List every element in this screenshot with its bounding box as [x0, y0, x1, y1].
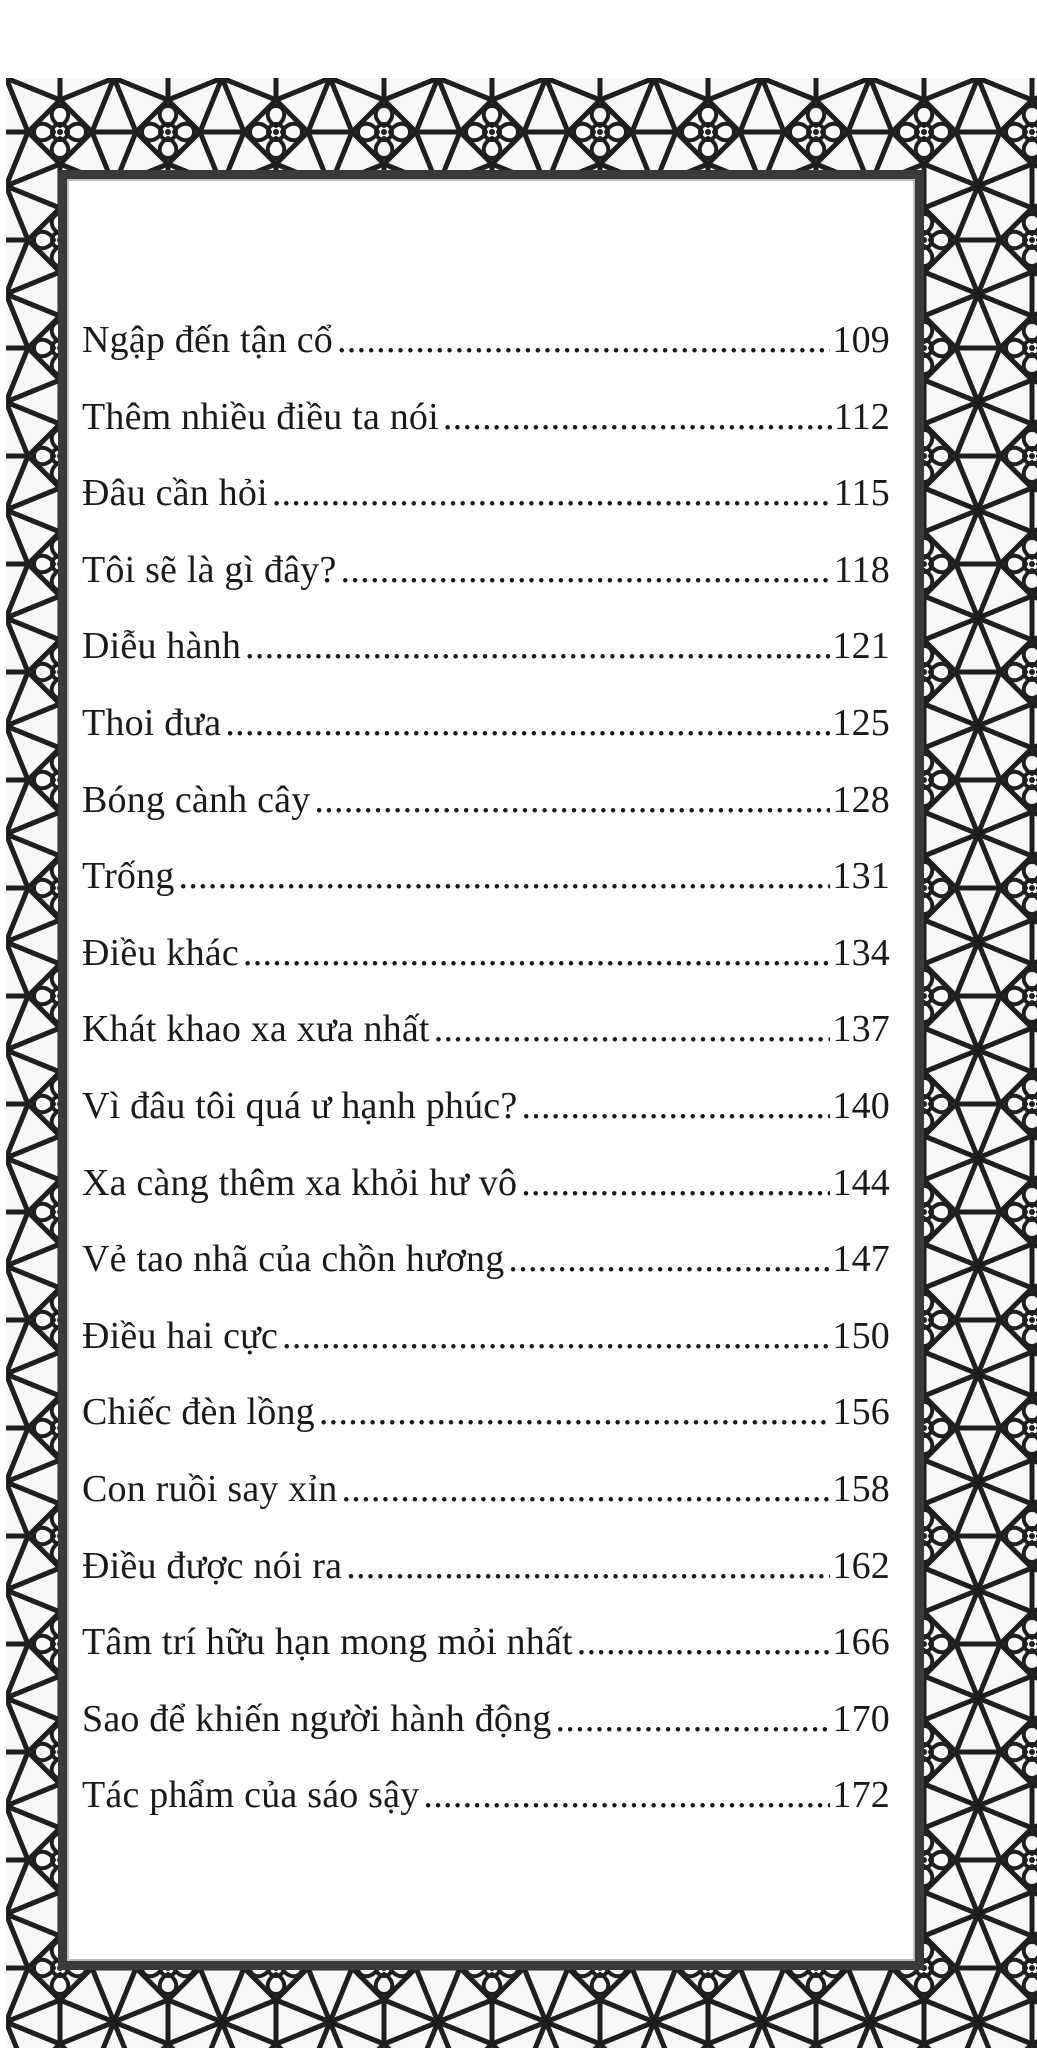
- dot-leader: [556, 1697, 831, 1741]
- dot-leader: [577, 1620, 831, 1664]
- dot-leader: [443, 395, 832, 439]
- toc-entry-title: Khát khao xa xưa nhất: [82, 1008, 430, 1051]
- toc-entry: [82, 1697, 890, 1774]
- toc-entry: [82, 1620, 890, 1697]
- toc-entry-title: Trống: [82, 855, 175, 898]
- dot-leader: [225, 701, 830, 745]
- dot-leader: [423, 1773, 830, 1817]
- toc-entry-page: 166: [832, 1621, 890, 1664]
- toc-entry-page: 121: [832, 625, 890, 668]
- toc-entry-title: Điều hai cực: [82, 1314, 279, 1357]
- toc-entry-page: 158: [832, 1467, 890, 1510]
- toc-entry: [82, 1390, 890, 1467]
- toc-entry-page: 162: [832, 1544, 890, 1587]
- dot-leader: [319, 1390, 831, 1434]
- toc-entry: [82, 471, 890, 548]
- toc-entry-title: Ngập đến tận cổ: [82, 319, 333, 361]
- dot-leader: [243, 931, 830, 975]
- toc-entry-title: Vì đâu tôi quá ư hạnh phúc?: [82, 1084, 518, 1127]
- dot-leader: [341, 1467, 830, 1511]
- toc-entry-page: 144: [832, 1161, 890, 1204]
- toc-entry-title: Điều được nói ra: [82, 1544, 343, 1587]
- toc-entry-page: 131: [832, 855, 890, 898]
- toc-entry-page: 137: [832, 1008, 890, 1051]
- toc-entry-page: 125: [832, 701, 890, 744]
- toc-entry: [82, 778, 890, 855]
- toc-entry-title: Tác phẩm của sáo sậy: [82, 1774, 420, 1817]
- toc-entry: [82, 1007, 890, 1084]
- toc-entry-page: 128: [832, 778, 890, 821]
- dot-leader: [521, 1161, 830, 1205]
- toc-entry-page: 140: [832, 1084, 890, 1127]
- dot-leader: [314, 778, 830, 822]
- toc-entry-title: Sao để khiến người hành động: [82, 1697, 552, 1740]
- dot-leader: [508, 1237, 830, 1281]
- toc-entry-title: Con ruồi say xỉn: [82, 1467, 338, 1510]
- toc-entry-title: Vẻ tao nhã của chồn hương: [82, 1238, 505, 1281]
- toc-entry: [82, 1237, 890, 1314]
- toc-entry-page: 156: [832, 1391, 890, 1434]
- dot-leader: [282, 1314, 830, 1358]
- toc-entry-title: Chiếc đèn lồng: [82, 1391, 315, 1434]
- toc-entry-page: 147: [832, 1238, 890, 1281]
- toc-entry: [82, 931, 890, 1008]
- dot-leader: [521, 1084, 830, 1128]
- toc-entry: [82, 624, 890, 701]
- toc-entry: [82, 318, 890, 395]
- toc-entry-title: Điều khác: [82, 931, 239, 974]
- toc-entry-page: 172: [832, 1774, 890, 1817]
- toc-entry: [82, 701, 890, 778]
- toc-entry-title: Xa càng thêm xa khỏi hư vô: [82, 1161, 518, 1204]
- toc-entry-title: Diễu hành: [82, 625, 242, 668]
- dot-leader: [346, 1544, 830, 1588]
- dot-leader: [337, 318, 830, 362]
- toc-entry-title: Đâu cần hỏi: [82, 472, 268, 515]
- toc-entry-title: Bóng cành cây: [82, 778, 311, 821]
- toc-entry-title: Tâm trí hữu hạn mong mỏi nhất: [82, 1621, 573, 1664]
- toc-entry-page: 112: [833, 395, 890, 438]
- toc-entry: [82, 548, 890, 625]
- toc-entry-page: 170: [832, 1697, 890, 1740]
- toc-entry-page: 118: [833, 548, 890, 591]
- toc-entry-page: 150: [832, 1314, 890, 1357]
- dot-leader: [245, 624, 830, 668]
- toc-entry-page: 109: [832, 319, 890, 361]
- toc-entry: [82, 1314, 890, 1391]
- toc-entry: [82, 1544, 890, 1621]
- toc-entry: [82, 854, 890, 931]
- toc-entry: [82, 1161, 890, 1238]
- dot-leader: [272, 471, 832, 515]
- toc-entry: [82, 1773, 890, 1850]
- dot-leader: [179, 854, 831, 898]
- toc-entry-title: Thoi đưa: [82, 701, 222, 744]
- toc-entry-page: 134: [832, 931, 890, 974]
- toc-entry: [82, 1467, 890, 1544]
- dot-leader: [434, 1007, 831, 1051]
- table-of-contents: [82, 318, 890, 1850]
- toc-entry: [82, 395, 890, 472]
- toc-entry-page: 115: [833, 472, 890, 515]
- dot-leader: [341, 548, 832, 592]
- toc-entry-title: Thêm nhiều điều ta nói: [82, 395, 439, 438]
- toc-entry: [82, 1084, 890, 1161]
- toc-entry-title: Tôi sẽ là gì đây?: [82, 548, 337, 591]
